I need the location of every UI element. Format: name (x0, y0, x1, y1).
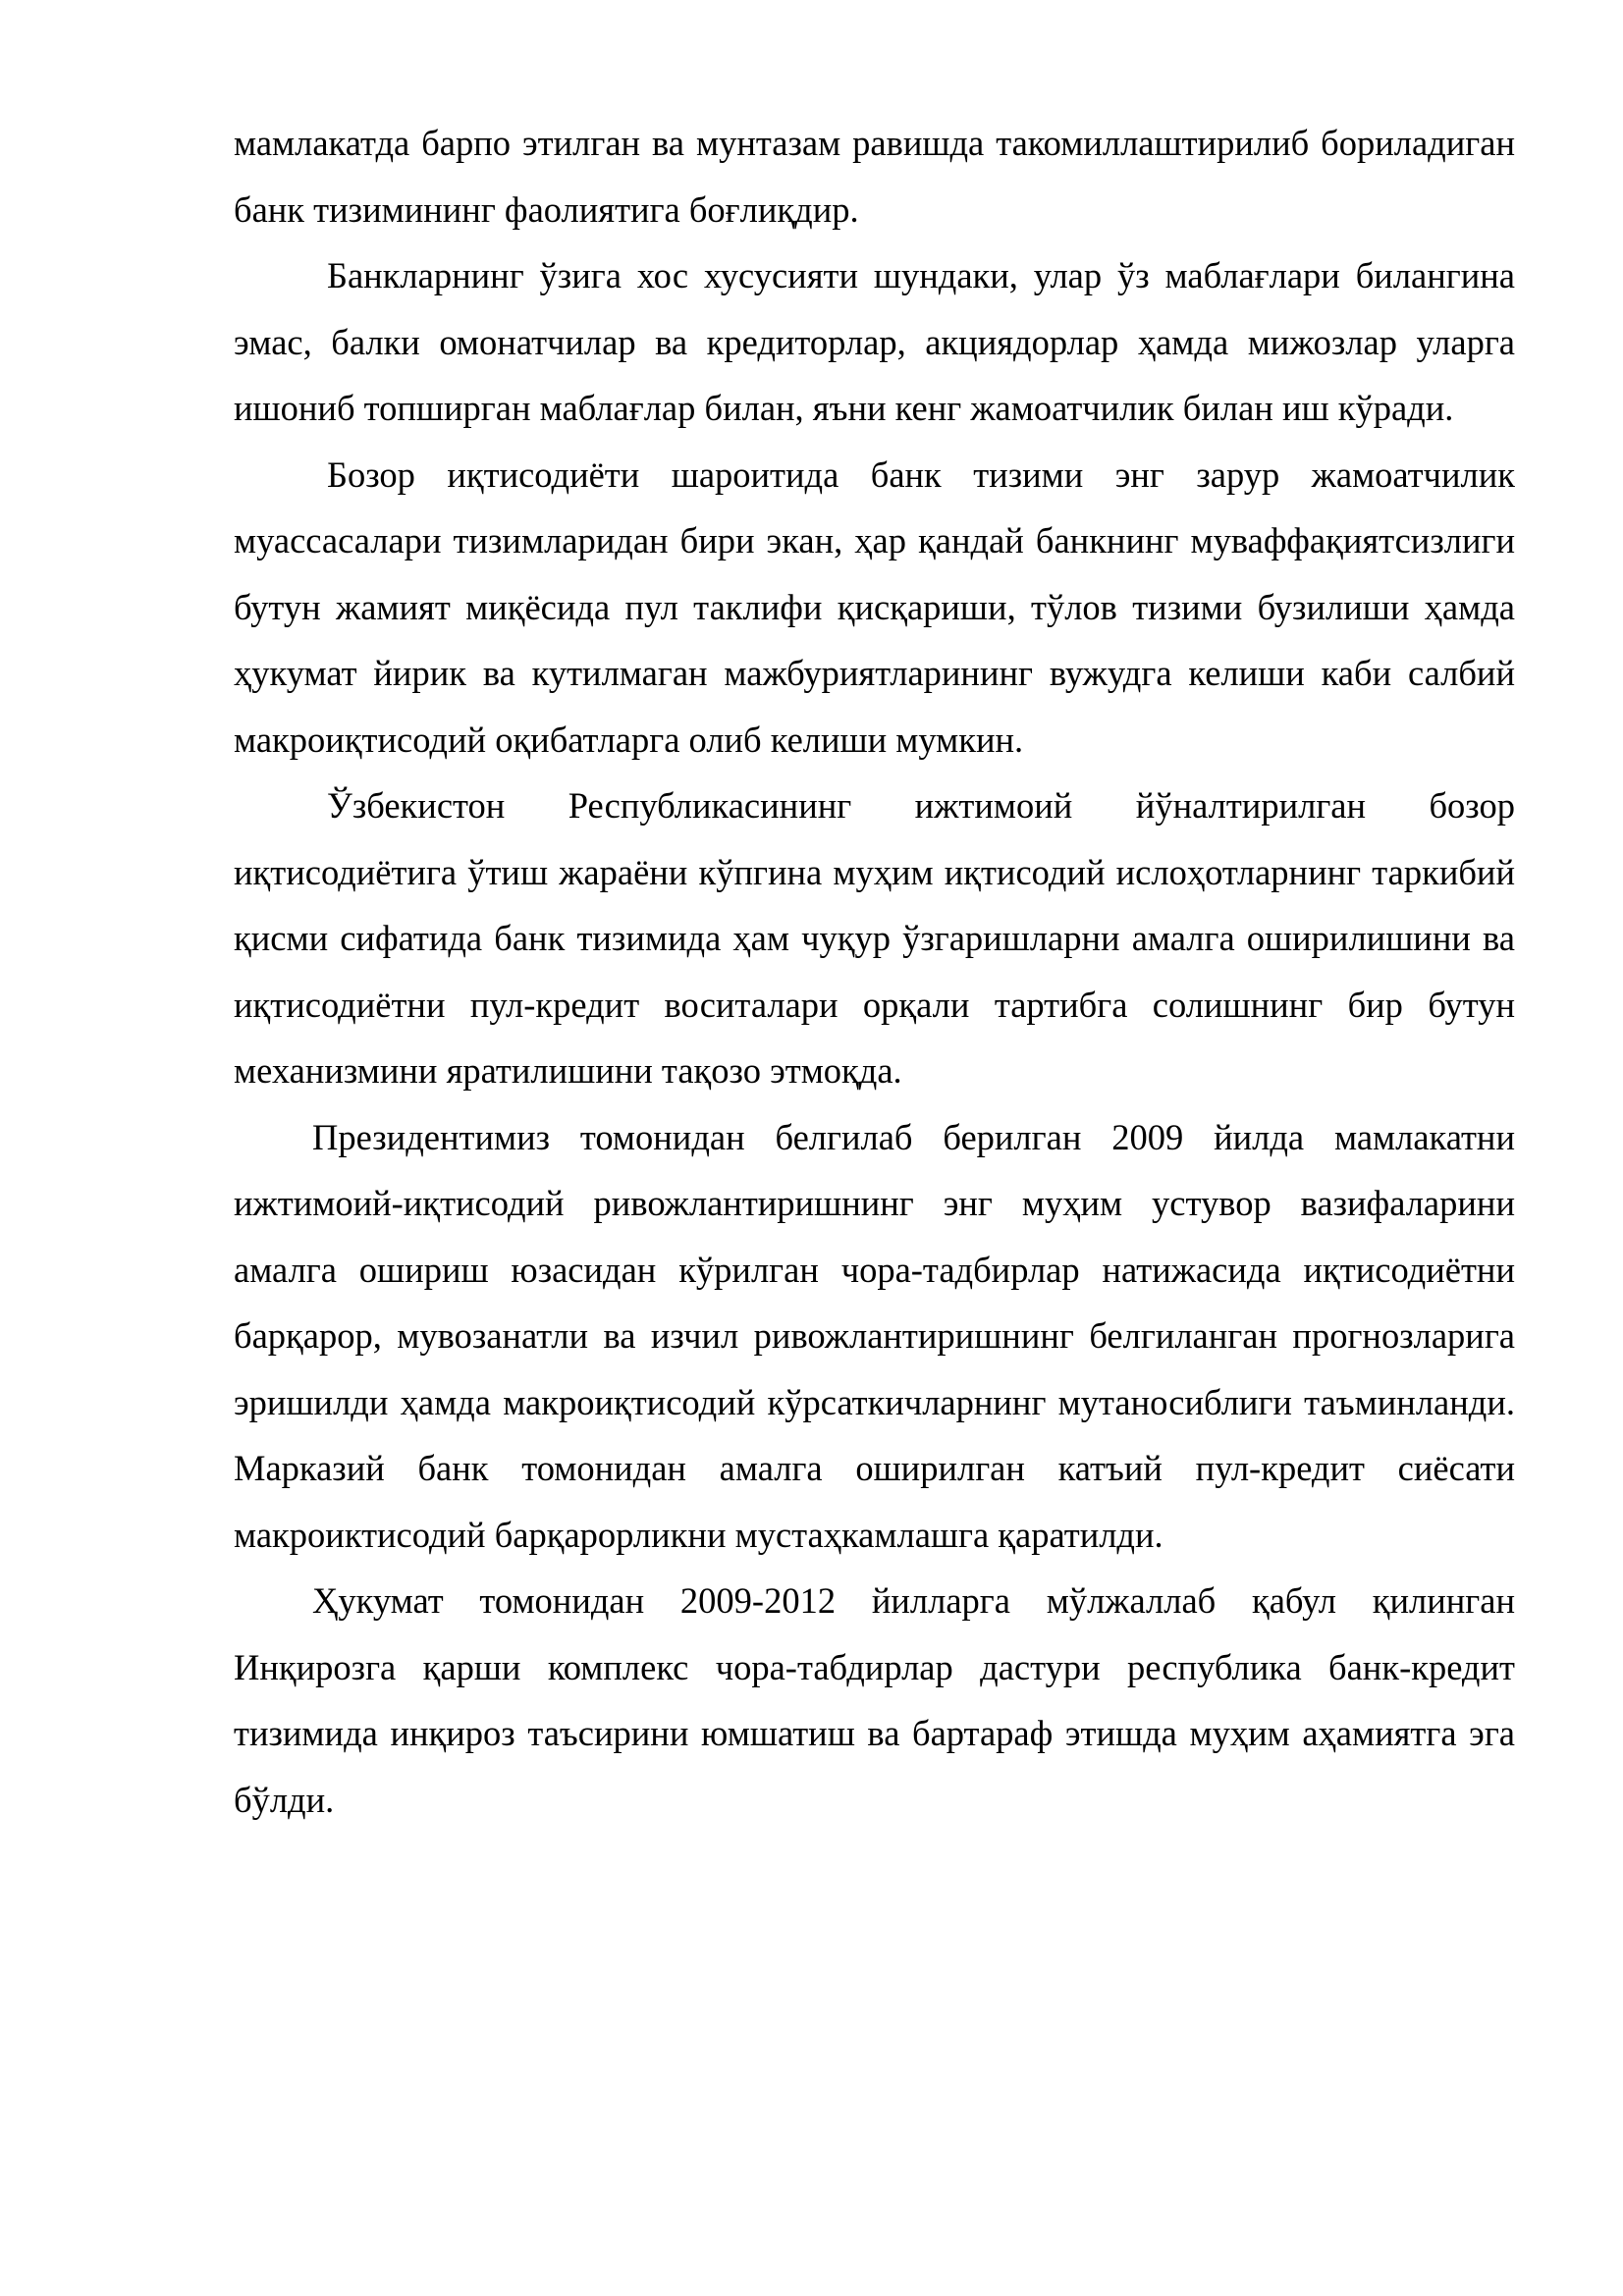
paragraph-bank-features: Банкларнинг ўзига хос хусусияти шундаки, улар ўз маблағлари билангина эмас, балки омонатчилар ва кредиторлар, акциядорлар ҳамда мижозлар уларга ишониб топширган маблағлар билан, яъни кенг жамоатчилик билан иш кўради. (234, 255, 1515, 428)
paragraph-uzbekistan-reforms: Ўзбекистон Республикасининг ижтимоий йўналтирилган бозор иқтисодиётига ўтиш жараёни кўпгина муҳим иқтисодий ислоҳотларнинг таркибий қисми сифатида банк тизимида ҳам чуқур ўзгаришларни амалга оширилишини ва иқтисодиётни пул-кредит воситалари орқали тартибга солишнинг бир бутун механизмини яратилишини тақозо этмоқда. (234, 785, 1515, 1091)
document-page (234, 110, 1515, 1833)
paragraph-continuation: мамлакатда барпо этилган ва мунтазам равишда такомиллаштирилиб бориладиган банк тизимининг фаолиятига боғлиқдир. (234, 123, 1515, 230)
paragraph-anti-crisis-program: Ҳукумат томонидан 2009-2012 йилларга мўлжаллаб қабул қилинган Инқирозга қарши комплекс чора-табдирлар дастури республика банк-кредит тизимида инқироз таъсирини юмшатиш ва бартараф этишда муҳим аҳамиятга эга бўлди. (234, 1580, 1515, 1820)
paragraph-president-2009: Президентимиз томонидан белгилаб берилган 2009 йилда мамлакатни ижтимоий-иқтисодий ривожлантиришнинг энг муҳим устувор вазифаларини амалга ошириш юзасидан кўрилган чора-тадбирлар натижасида иқтисодиётни барқарор, мувозанатли ва изчил ривожлантиришнинг белгиланган прогнозларига эришилди ҳамда макроиқтисодий кўрсаткичларнинг мутаносиблиги таъминланди. Марказий банк томонидан амалга оширилган катъий пул-кредит сиёсати макроиктисодий барқарорликни мустаҳкамлашга қаратилди. (234, 1116, 1515, 1555)
paragraph-market-economy: Бозор иқтисодиёти шароитида банк тизими энг зарур жамоатчилик муассасалари тизимларидан бири экан, ҳар қандай банкнинг муваффақиятсизлиги бутун жамият миқёсида пул таклифи қисқариши, тўлов тизими бузилиши ҳамда ҳукумат йирик ва кутилмаган мажбуриятларининг вужудга келиши каби салбий макроиқтисодий оқибатларга олиб келиши мумкин. (234, 454, 1515, 760)
